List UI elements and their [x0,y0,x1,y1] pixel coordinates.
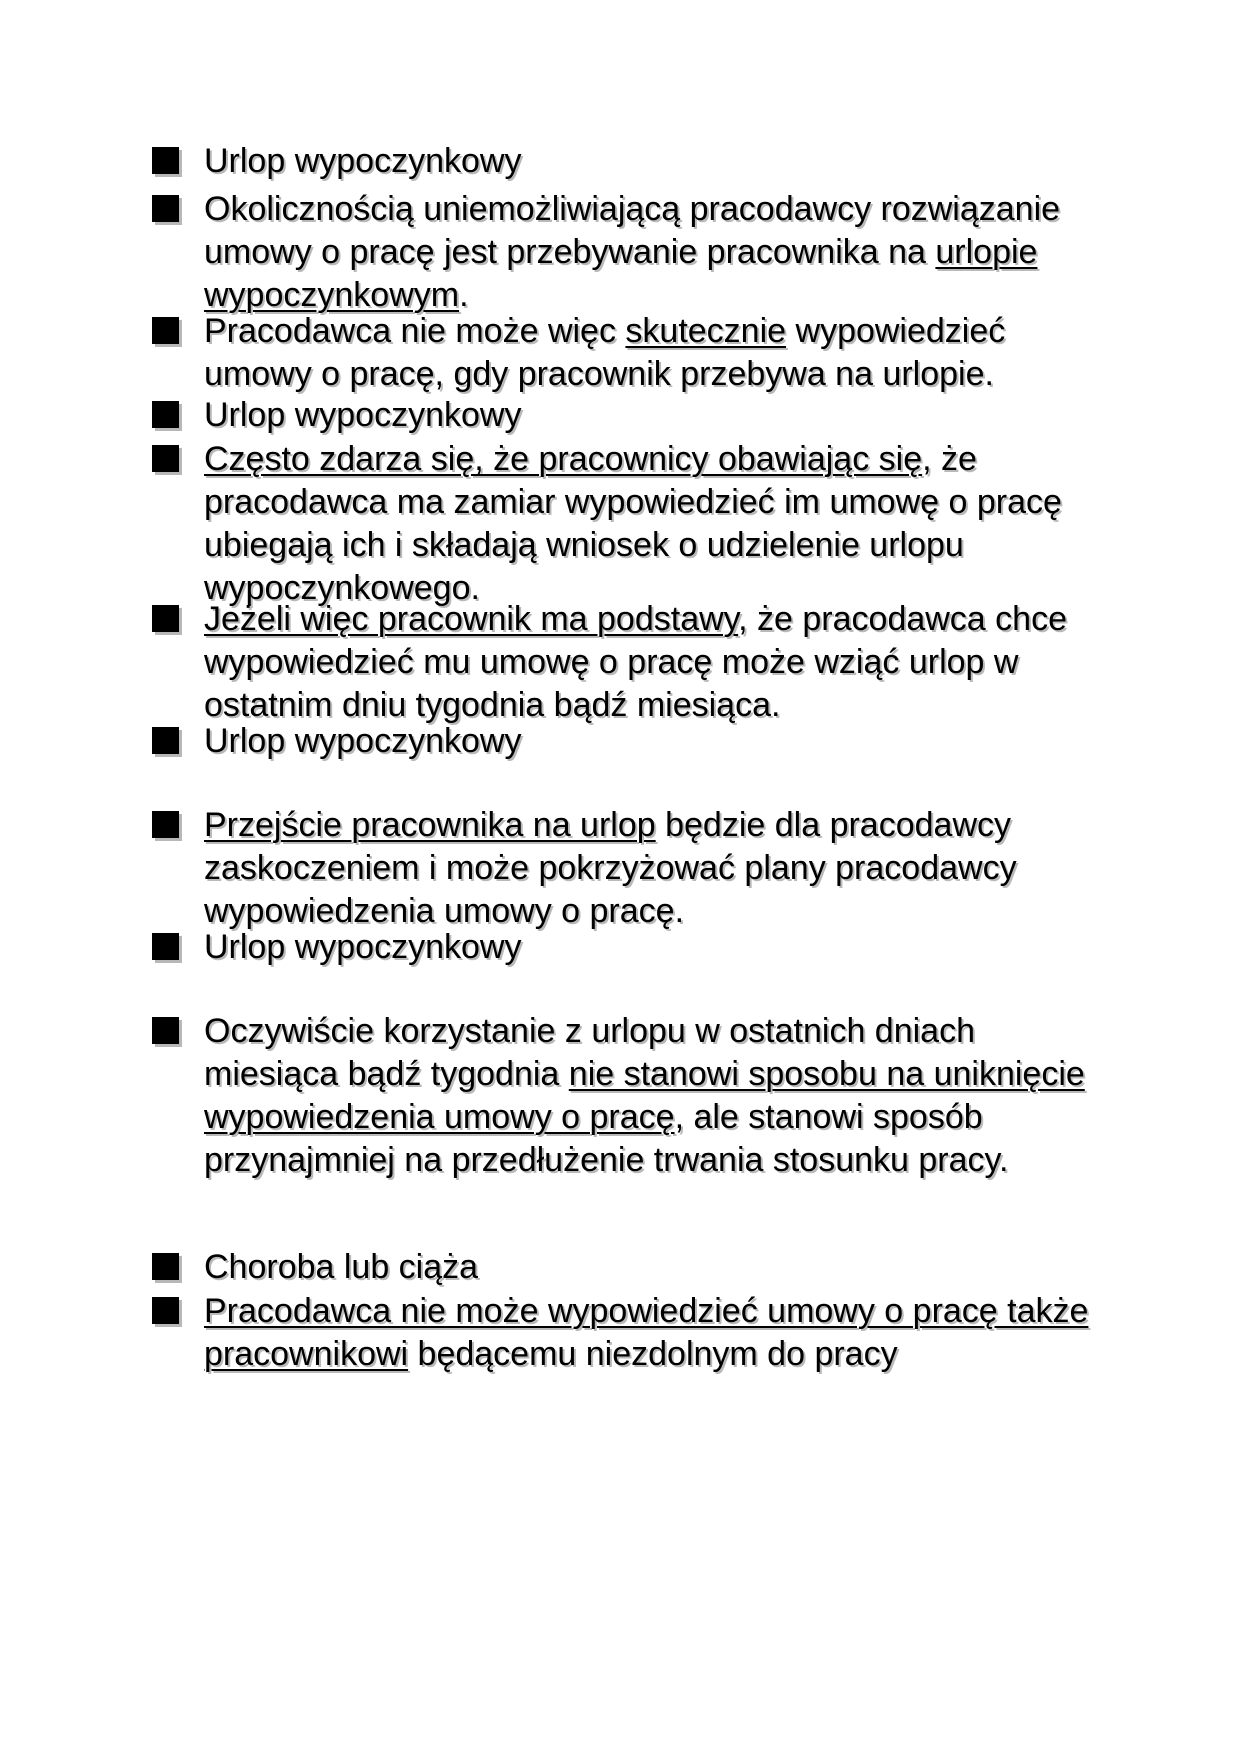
square-bullet-icon [152,727,179,754]
list-item-text [204,598,1104,727]
underlined-text: nie stanowi sposobu na uniknięcie wypowiedzenia umowy o pracę [204,1055,1085,1136]
square-bullet-icon [152,1017,179,1044]
list-item-text [204,926,1104,969]
text-run: Urlop wypoczynkowy [204,142,522,180]
text-run: wypowiedzieć umowy o pracę, gdy pracownik przebywa na urlopie. [204,312,1006,393]
underlined-text: Pracodawca nie może wypowiedzieć umowy o pracę także pracownikowi [204,1292,1089,1373]
list-item-text [204,1290,1104,1376]
list-item-text [204,310,1104,396]
text-run: będzie dla pracodawcy zaskoczeniem i może pokrzyżować plany pracodawcy wypowiedzenia umowy o pracę. [204,806,1017,930]
text-run: Oczywiście korzystanie z urlopu w ostatnich dniach miesiąca bądź tygodnia [204,1012,975,1093]
list-item-text [204,394,1104,437]
text-run: , ale stanowi sposób przynajmniej na przedłużenie trwania stosunku pracy. [204,1098,1009,1179]
text-run: Choroba lub ciąża [204,1248,479,1286]
underlined-text: Jeżeli więc pracownik ma podstawy [204,600,739,638]
square-bullet-icon [152,933,179,960]
list-item-text [204,188,1104,317]
text-run: , że pracodawca chce wypowiedzieć mu umowę o pracę może wziąć urlop w ostatnim dniu tygodnia bądź miesiąca. [204,600,1067,724]
text-run: . [459,276,469,314]
square-bullet-icon [152,401,179,428]
text-run: będącemu niezdolnym do pracy [408,1335,898,1373]
square-bullet-icon [152,605,179,632]
list-item-text [204,1246,1104,1289]
square-bullet-icon [152,1297,179,1324]
text-run: Urlop wypoczynkowy [204,928,522,966]
text-run: Pracodawca nie może więc [204,312,626,350]
square-bullet-icon [152,195,179,222]
underlined-text: Przejście pracownika na urlop [204,806,656,844]
list-item-text [204,1010,1104,1182]
square-bullet-icon [152,147,179,174]
underlined-text: skutecznie [625,312,787,350]
list-item-text [204,438,1104,610]
square-bullet-icon [152,811,179,838]
underlined-text: Często zdarza się, że pracownicy obawiając się [204,440,923,478]
list-item-text [204,140,1104,183]
text-run: Okolicznością uniemożliwiającą pracodawcy rozwiązanie umowy o pracę jest przebywanie pracownika na [204,190,1061,271]
square-bullet-icon [152,317,179,344]
text-run: Urlop wypoczynkowy [204,722,522,760]
list-item-text [204,804,1104,933]
text-run: , że pracodawca ma zamiar wypowiedzieć im umowę o pracę ubiegają ich i składają wniosek o udzielenie urlopu wypoczynkowego. [204,440,1062,607]
underlined-text: urlopie wypoczynkowym [204,233,1038,314]
square-bullet-icon [152,445,179,472]
text-run: Urlop wypoczynkowy [204,396,522,434]
square-bullet-icon [152,1253,179,1280]
list-item-text [204,720,1104,763]
